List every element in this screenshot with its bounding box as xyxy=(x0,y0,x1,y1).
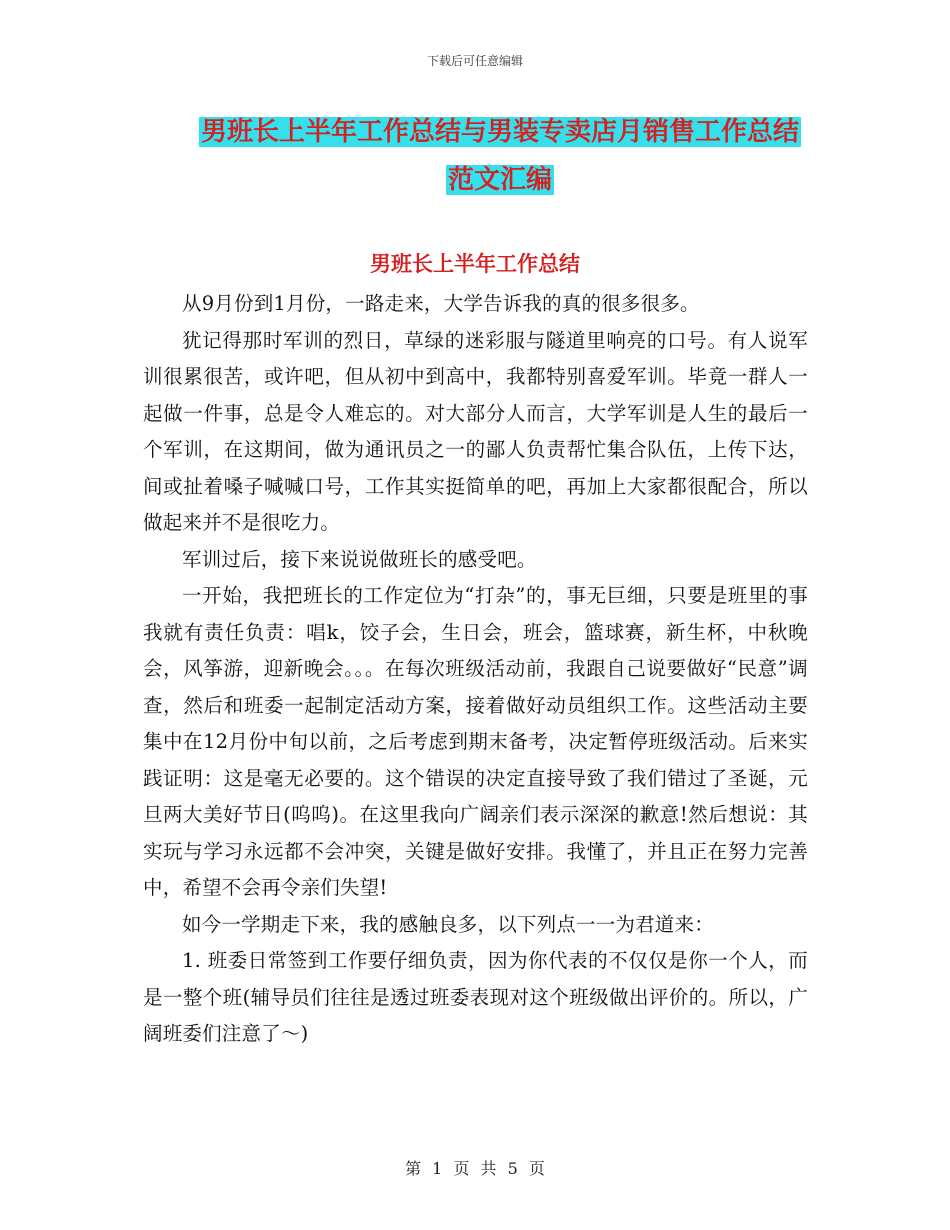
paragraph: 如今一学期走下来，我的感触良多，以下列点一一为君道来： xyxy=(182,912,714,936)
document-title-line-1: 男班长上半年工作总结与男装专卖店月销售工作总结 xyxy=(200,117,799,147)
paragraph: 一开始，我把班长的工作定位为“打杂”的，事无巨细，只要是班里的事我就有责任负责：唱k，饺子会，生日会，班会，篮球赛，新生杯，中秋晚会，风筝游，迎新晚会。。。在每次班级活动前，我跟自己说要做好“民意”调查，然后和班委一起制定活动方案，接着做好动员组织工作。这些活动主要集中在12月份中旬以前，之后考虑到期末备考，决定暂停班级活动。后来实践证明：这是毫无必要的。这个错误的决定直接导致了我们错过了圣诞，元旦两大美好节日(呜呜)。在这里我向广阔亲们表示深深的歉意!然后想说：其实玩与学习永远都不会冲突，关键是做好安排。我懂了，并且正在努力完善中，希望不会再令亲们失望! xyxy=(143,584,808,899)
paragraph: 1. 班委日常签到工作要仔细负责，因为你代表的不仅仅是你一个人，而是一整个班(辅导员们往往是透过班委表现对这个班级做出评价的。所以，广阔班委们注意了～) xyxy=(143,949,808,1045)
page-header-note: 下载后可任意编辑 xyxy=(426,54,523,68)
document-body xyxy=(143,286,808,1053)
section-title: 男班长上半年工作总结 xyxy=(370,252,580,276)
paragraph: 军训过后，接下来说说做班长的感受吧。 xyxy=(182,547,537,571)
document-title xyxy=(150,108,850,204)
document-title-line-2: 范文汇编 xyxy=(447,165,552,195)
page-number-footer: 第 1 页 共 5 页 xyxy=(405,1159,545,1178)
paragraph: 犹记得那时军训的烈日，草绿的迷彩服与隧道里响亮的口号。有人说军训很累很苦，或许吧，但从初中到高中，我都特别喜爱军训。毕竟一群人一起做一件事，总是令人难忘的。对大部分人而言，大学军训是人生的最后一个军训，在这期间，做为通讯员之一的鄙人负责帮忙集合队伍，上传下达，间或扯着嗓子喊喊口号，工作其实挺简单的吧，再加上大家都很配合，所以做起来并不是很吃力。 xyxy=(143,328,808,534)
paragraph: 从9月份到1月份，一路走来，大学告诉我的真的很多很多。 xyxy=(182,292,700,315)
